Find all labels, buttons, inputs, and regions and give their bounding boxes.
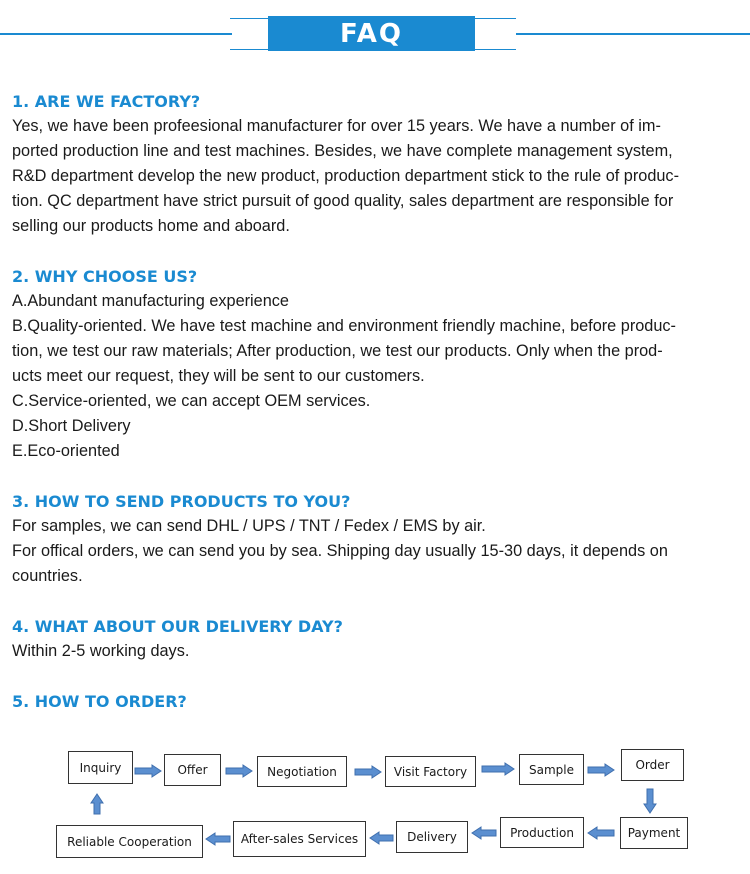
faq-question: 3. HOW TO SEND PRODUCTS TO YOU?	[12, 492, 351, 511]
flow-step-offer: Offer	[164, 754, 221, 786]
flow-step-delivery: Delivery	[396, 821, 468, 853]
flow-arrow-left-icon	[471, 826, 497, 840]
flow-step-inquiry: Inquiry	[68, 751, 133, 784]
faq-question: 2. WHY CHOOSE US?	[12, 267, 198, 286]
flow-step-negotiation: Negotiation	[257, 756, 347, 787]
header-rule-left	[0, 33, 232, 35]
flow-step-visit-factory: Visit Factory	[385, 756, 476, 787]
flow-arrow-left-icon	[369, 831, 394, 845]
faq-question: 1. ARE WE FACTORY?	[12, 92, 201, 111]
flow-arrow-right-icon	[354, 765, 382, 779]
faq-question: 4. WHAT ABOUT OUR DELIVERY DAY?	[12, 617, 343, 636]
faq-answer-line: Yes, we have been profeesional manufacturer for over 15 years. We have a number of im-	[12, 117, 661, 135]
page-title: FAQ	[268, 16, 475, 51]
flow-step-after-sales-services: After-sales Services	[233, 821, 366, 857]
header-rule-right	[516, 33, 750, 35]
flow-arrow-left-icon	[205, 832, 231, 846]
faq-answer-line: tion. QC department have strict pursuit of good quality, sales department are responsible for	[12, 192, 674, 210]
faq-answer-line: E.Eco-oriented	[12, 442, 120, 460]
faq-answer-line: ported production line and test machines. Besides, we have complete management system,	[12, 142, 673, 160]
faq-answer-line: selling our products home and aboard.	[12, 217, 290, 235]
faq-question: 5. HOW TO ORDER?	[12, 692, 187, 711]
flow-arrow-right-icon	[225, 764, 253, 778]
faq-item-3	[12, 489, 738, 589]
faq-answer-line: ucts meet our request, they will be sent to our customers.	[12, 367, 425, 385]
flow-step-reliable-cooperation: Reliable Cooperation	[56, 825, 203, 858]
faq-answer-line: For offical orders, we can send you by sea. Shipping day usually 15-30 days, it depends on	[12, 542, 668, 560]
flow-step-order: Order	[621, 749, 684, 781]
flow-arrow-right-icon	[134, 764, 162, 778]
flow-arrow-left-icon	[587, 826, 615, 840]
faq-answer-line: countries.	[12, 567, 83, 585]
flow-arrow-right-icon	[481, 762, 515, 776]
flow-step-sample: Sample	[519, 754, 584, 785]
faq-answer-line: A.Abundant manufacturing experience	[12, 292, 289, 310]
faq-answer-line: Within 2-5 working days.	[12, 642, 190, 660]
flow-step-payment: Payment	[620, 817, 688, 849]
faq-answer-line: R&D department develop the new product, production department stick to the rule of produc-	[12, 167, 679, 185]
faq-item-5	[12, 689, 738, 714]
flow-arrow-up-icon	[90, 793, 104, 815]
faq-answer-line: For samples, we can send DHL / UPS / TNT / Fedex / EMS by air.	[12, 517, 486, 535]
faq-answer-line: C.Service-oriented, we can accept OEM services.	[12, 392, 371, 410]
faq-item-4	[12, 614, 738, 664]
faq-answer-line: B.Quality-oriented. We have test machine and environment friendly machine, before produc-	[12, 317, 676, 335]
faq-item-1	[12, 89, 738, 239]
flow-arrow-down-icon	[643, 788, 657, 814]
faq-answer-line: tion, we test our raw materials; After production, we test our products. Only when the prod-	[12, 342, 663, 360]
faq-item-2	[12, 264, 738, 464]
flow-arrow-right-icon	[587, 763, 615, 777]
flow-step-production: Production	[500, 817, 584, 848]
faq-answer-line: D.Short Delivery	[12, 417, 131, 435]
